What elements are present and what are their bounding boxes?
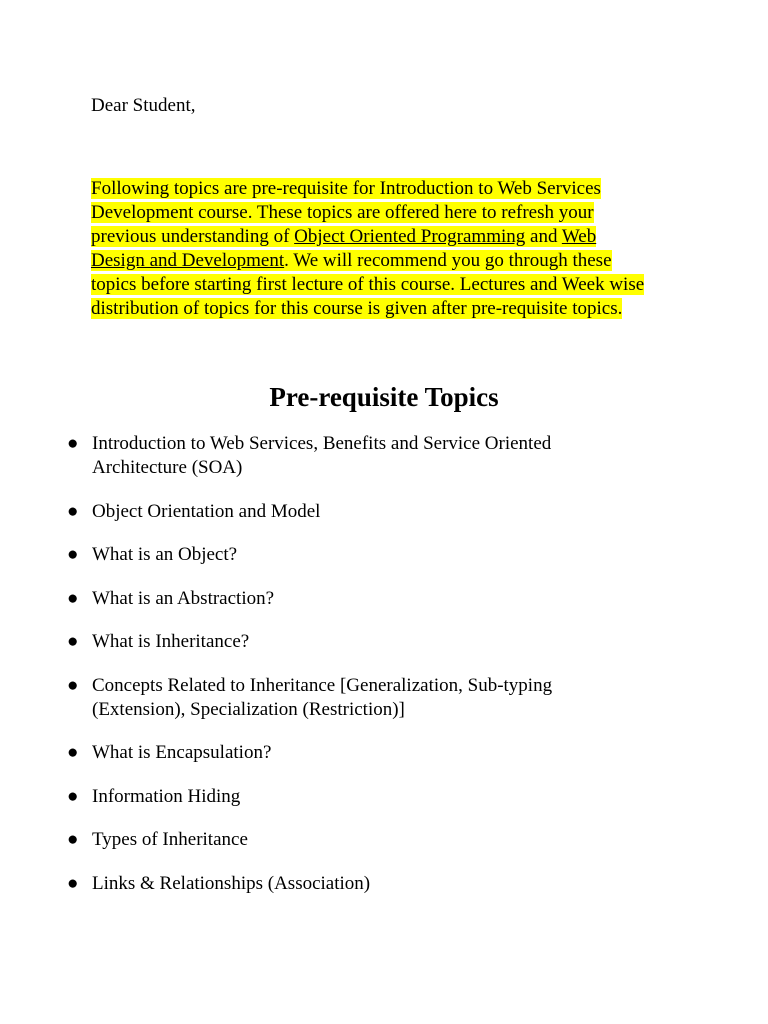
list-item — [60, 741, 720, 765]
intro-text: . We will recommend you go through these — [284, 250, 612, 271]
bullet-icon: ● — [67, 785, 79, 807]
list-item — [60, 500, 720, 524]
bullet-icon: ● — [67, 872, 79, 894]
topic-text: Links & Relationships (Association) — [92, 872, 371, 894]
topic-text: Concepts Related to Inheritance [Generalization, Sub-typing — [92, 674, 553, 696]
intro-paragraph — [91, 177, 691, 321]
list-item — [60, 828, 720, 852]
intro-line — [91, 201, 691, 225]
topic-text: Architecture (SOA) — [92, 457, 243, 478]
greeting: Dear Student, — [91, 95, 196, 116]
list-item — [60, 785, 720, 809]
intro-line — [91, 225, 691, 249]
list-item — [60, 872, 720, 896]
bullet-icon: ● — [67, 500, 79, 522]
web-design-development-link[interactable]: Design and Development — [91, 250, 285, 271]
topic-text: Types of Inheritance — [92, 829, 248, 850]
topic-text: Object Orientation and Model — [92, 500, 321, 522]
intro-line — [91, 297, 691, 321]
intro-text: previous understanding of — [91, 226, 295, 247]
intro-text: and — [525, 226, 562, 247]
bullet-icon: ● — [67, 742, 79, 763]
topic-list — [60, 432, 720, 915]
topic-text: What is Encapsulation? — [92, 742, 272, 763]
bullet-icon: ● — [67, 631, 79, 652]
highlighted-text — [91, 250, 612, 271]
bullet-icon: ● — [67, 829, 79, 850]
list-item — [60, 432, 720, 480]
highlighted-text: distribution of topics for this course is given after pre-requisite topics. — [91, 298, 623, 319]
list-item — [60, 674, 720, 722]
list-item — [60, 587, 720, 611]
topic-text: (Extension), Specialization (Restriction)] — [92, 698, 405, 720]
list-item — [60, 543, 720, 567]
topic-text: Introduction to Web Services, Benefits and Service Oriented — [92, 433, 552, 454]
topic-text: What is Inheritance? — [92, 631, 250, 652]
highlighted-text: Development course. These topics are offered here to refresh your — [91, 202, 594, 223]
web-design-development-link[interactable]: Web — [561, 226, 597, 247]
bullet-icon: ● — [67, 433, 79, 454]
topic-text: What is an Abstraction? — [92, 587, 275, 609]
intro-line — [91, 273, 691, 297]
list-item — [60, 630, 720, 654]
bullet-icon: ● — [67, 544, 79, 565]
highlighted-text: topics before starting first lecture of this course. Lectures and Week wise — [91, 274, 645, 295]
highlighted-text — [91, 226, 596, 247]
intro-line — [91, 249, 691, 273]
topic-text: Information Hiding — [92, 785, 241, 807]
section-title: Pre-requisite Topics — [269, 382, 499, 412]
bullet-icon: ● — [67, 674, 79, 696]
topic-text: What is an Object? — [92, 544, 238, 565]
object-oriented-programming-link[interactable]: Object Oriented Programming — [294, 226, 526, 247]
intro-line — [91, 177, 691, 201]
highlighted-text: Following topics are pre-requisite for Introduction to Web Services — [91, 178, 601, 199]
bullet-icon: ● — [67, 587, 79, 609]
